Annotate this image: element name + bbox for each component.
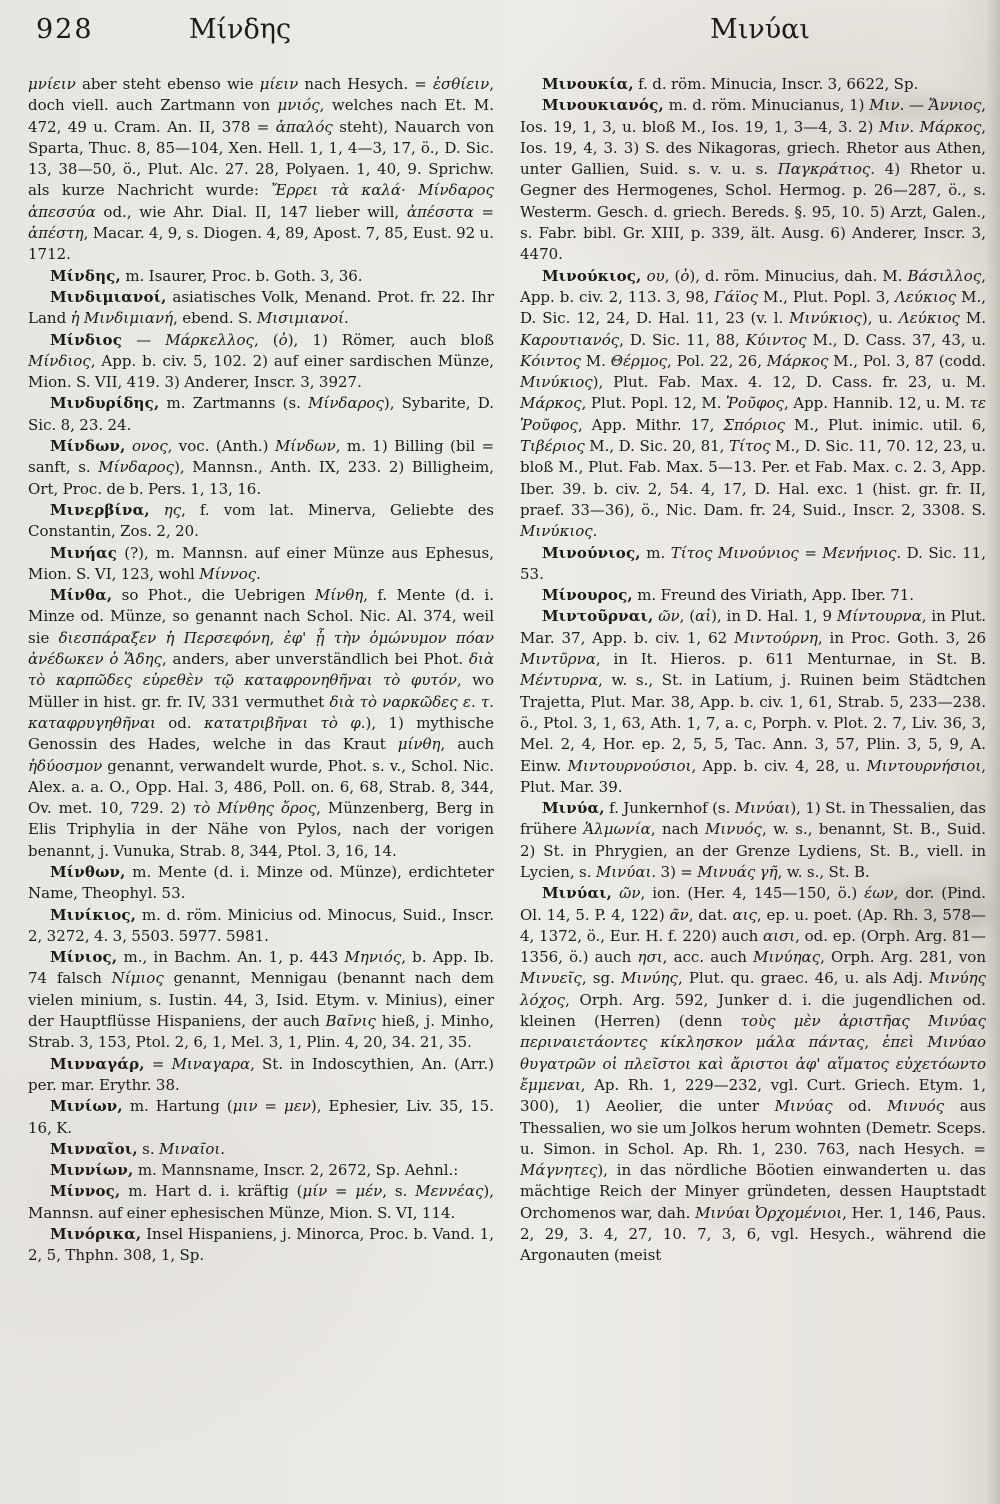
- dictionary-entry: [520, 585, 986, 606]
- entry-lemma: Μινναῖοι,: [50, 1139, 138, 1158]
- running-head-left: Μίνδης: [188, 14, 292, 45]
- entry-text: asiatisches Volk, Menand. Prot. fr. 22. Ihr Land ἡ Μινδιμιανή, ebend. S. Μισιμιανοί.: [28, 287, 494, 328]
- dictionary-entry: [28, 1139, 494, 1160]
- page-number: 928: [36, 14, 94, 45]
- entry-lemma: Μινήας: [50, 543, 118, 562]
- entry-text: f. d. röm. Minucia, Inscr. 3, 6622, Sp.: [638, 75, 919, 93]
- entry-text: (?), m. Mannsn. auf einer Münze aus Ephesus, Mion. S. VI, 123, wohl Μίννος.: [28, 543, 494, 583]
- dictionary-entry: [28, 905, 494, 948]
- entry-lemma: Μινερβίνα,: [50, 500, 150, 519]
- entry-text: m. Freund des Viriath, App. Iber. 71.: [637, 586, 915, 605]
- dictionary-entry: [520, 543, 986, 586]
- page-header: [0, 12, 1000, 64]
- entry-lemma: Μίνουρος,: [542, 586, 633, 605]
- entry-lemma: Μίνδης,: [50, 266, 121, 285]
- entry-lemma: Μινδιμιανοί,: [50, 287, 167, 306]
- entry-text: m. d. röm. Minicius od. Minocus, Suid., Inscr. 2, 3272, 4. 3, 5503. 5977. 5981.: [28, 905, 494, 945]
- entry-lemma: Μίνιος,: [50, 948, 118, 967]
- dictionary-entry: [28, 1181, 494, 1224]
- entry-lemma: Μιννίων,: [50, 1161, 134, 1180]
- entry-lemma: Μινύα,: [542, 799, 605, 818]
- dictionary-entry: [28, 1224, 494, 1267]
- entry-lemma: Μινίων,: [50, 1097, 123, 1116]
- entry-text: m. Mannsname, Inscr. 2, 2672, Sp. Aehnl.:: [137, 1161, 459, 1180]
- entry-text: ης, f. vom lat. Minerva, Geliebte des Constantin, Zos. 2, 20.: [28, 500, 494, 541]
- entry-lemma: Μινουκία,: [542, 75, 634, 93]
- entry-text: m. Hart d. i. kräftig (μίν = μέν, s. Μεννέας), Mannsn. auf einer ephesischen Münze, Mion. S. VI, 114.: [28, 1182, 494, 1222]
- entry-text: m. Mente (d. i. Minze od. Münze), erdichteter Name, Theophyl. 53.: [28, 862, 494, 903]
- right-column: [520, 74, 986, 1502]
- entry-lemma: Μινουκιανός,: [542, 96, 664, 115]
- entry-text: so Phot., die Uebrigen Μίνθη, f. Mente (d. i. Minze od. Münze, so genannt nach Schol. Nic. Al. 374, weil sie διεσπάραξεν ἡ Περσεφόνη, ἐφ' ᾗ τὴν ὁμώνυμον πόαν ἀνέδωκεν ὁ Ἅδης, anders, aber unverständlich bei Phot. διὰ τὸ καρπῶδες εὑρεθὲν τῷ καταφρονηθῆναι τὸ φυτόν, wo Müller in hist. gr. fr. IV, 331 vermuthet διὰ τὸ ναρκῶδες ε. τ. καταφρυγηθῆναι od. κατατριβῆναι τὸ φ.), 1) mythische Genossin des Hades, welche in das Kraut μίνθη, auch ἡδύοσμον genannt, verwandelt wurde, Phot. s. v., Schol. Nic. Alex. a. a. O., Opp. Hal. 3, 486, Poll. on. 6, 68, Strab. 8, 344, Ov. met. 10, 729. 2) τὸ Μίνθης ὄρος, Münzenberg, Berg in Elis Triphylia in der Nähe von Pylos, nach der vorigen benannt, j. Vunuka, Strab. 8, 344, Ptol. 3, 16, 14.: [28, 586, 495, 860]
- entry-text: — Μάρκελλος, (ὁ), 1) Römer, auch bloß Μίνδιος, App. b. civ. 5, 102. 2) auf einer sardischen Münze, Mion. S. VII, 419. 3) Anderer, Inscr. 3, 3927.: [28, 330, 494, 392]
- entry-text: ῶν, (αἱ), in D. Hal. 1, 9 Μίντουρνα, in Plut. Mar. 37, App. b. civ. 1, 62 Μιντούρνη, in Proc. Goth. 3, 26 Μιντῦρνα, in It. Hieros. p. 611 Menturnae, in St. B. Μέντυρνα, w. s., St. in Latium, j. Ruinen beim Städtchen Trajetta, Plut. Mar. 38, App. b. civ. 1, 61, Strab. 5, 233—238. ö., Ptol. 3, 1, 63, Ath. 1, 7, a. c, Porph. v. Plot. 2. 7, Liv. 36, 3, Mel. 2, 4, Hor. ep. 2, 5, 5, Tac. Ann. 3, 57, Plin. 3, 5, 9, A. Einw. Μιντουρνούσιοι, App. b. civ. 4, 28, u. Μιντουρνήσιοι, Plut. Mar. 39.: [520, 607, 986, 796]
- dictionary-entry: [28, 330, 494, 394]
- entry-lemma: Μίνθων,: [50, 862, 126, 881]
- text-columns: [28, 74, 986, 1502]
- dictionary-entry: [520, 95, 986, 265]
- entry-text: f. Junkernhof (s. Μινύαι), 1) St. in Thessalien, das frühere Ἁλμωνία, nach Μινυός, w. s., benannt, St. B., Suid. 2) St. in Phrygien, an der Grenze Lydiens, St. B., viell. in Lycien, s. Μινύαι. 3) = Μινυάς γῆ, w. s., St. B.: [520, 799, 986, 881]
- left-column: [28, 74, 494, 1502]
- entry-text: s. Μιναῖοι.: [142, 1139, 226, 1158]
- entry-lemma: Μινύαι,: [542, 884, 613, 903]
- dictionary-entry: [28, 74, 494, 266]
- dictionary-entry: [28, 947, 494, 1053]
- entry-text: m. Τίτος Μινούνιος = Μενήνιος. D. Sic. 11, 53.: [520, 543, 986, 583]
- entry-lemma: Μιντοῦρναι,: [542, 607, 654, 626]
- entry-lemma: Μινούνιος,: [542, 543, 641, 562]
- dictionary-entry: [28, 1054, 494, 1097]
- dictionary-entry: [28, 287, 494, 330]
- entry-lemma: Μινδυρίδης,: [50, 394, 160, 413]
- dictionary-entry: [520, 606, 986, 798]
- entry-text: ονος, voc. (Anth.) Μίνδων, m. 1) Billing (bil = sanft, s. Μίνδαρος), Mannsn., Anth. IX, 233. 2) Billigheim, Ort, Proc. de b. Pers. 1, 13, 16.: [28, 437, 495, 498]
- entry-lemma: Μινούκιος,: [542, 266, 642, 285]
- entry-text: ου, (ὁ), d. röm. Minucius, dah. M. Βάσιλλος, App. b. civ. 2, 113. 3, 98, Γάϊος M., Plut. Popl. 3, Λεύκιος M., D. Sic. 12, 24, D. Hal. 11, 23 (v. l. Μινύκιος), u. Λεύκιος M. Καρουτιανός, D. Sic. 11, 88, Κύιντος M., D. Cass. 37, 43, u. Κόιντος M. Θέρμος, Pol. 22, 26, Μάρκος M., Pol. 3, 87 (codd. Μινύκιος), Plut. Fab. Max. 4. 12, D. Cass. fr. 23, u. M. Μάρκος, Plut. Popl. 12, M. Ῥοῦφος, App. Hannib. 12, u. M. τε Ῥοῦφος, App. Mithr. 17, Σπόριος M., Plut. inimic. util. 6, Τιβέριος M., D. Sic. 20, 81, Τίτος M., D. Sic. 11, 70. 12, 23, u. bloß M., Plut. Fab. Max. 5—13. Per. et Fab. Max. c. 2. 3, App. Iber. 39. b. civ. 2, 54. 4, 17, D. Hal. exc. 1 (hist. gr. fr. II, praef. 33—36), ö., Nic. Dam. fr. 24, Suid., Inscr. 2, 3308. S. Μινύκιος.: [520, 266, 986, 541]
- dictionary-entry: [28, 266, 494, 287]
- dictionary-entry: [28, 585, 494, 862]
- dictionary-entry: [28, 862, 494, 905]
- dictionary-entry: [28, 1160, 494, 1181]
- entry-lemma: Μινίκιος,: [50, 905, 137, 924]
- entry-lemma: Μινναγάρ,: [50, 1054, 145, 1073]
- dictionary-entry: [28, 1096, 494, 1139]
- dictionary-entry: [520, 74, 986, 95]
- entry-text: = Μιναγαρα, St. in Indoscythien, An. (Arr.) per. mar. Erythr. 38.: [28, 1054, 495, 1094]
- entry-text: Insel Hispaniens, j. Minorca, Proc. b. Vand. 1, 2, 5, Thphn. 308, 1, Sp.: [28, 1225, 494, 1265]
- entry-lemma: Μίνδων,: [50, 437, 126, 456]
- entry-lemma: Μίνθα,: [50, 586, 113, 605]
- running-head-right: Μινύαι: [710, 14, 810, 45]
- entry-text: m. d. röm. Minucianus, 1) Μιν. — Ἄννιος, Ios. 19, 1, 3, u. bloß M., Ios. 19, 1, 3—4, 3. 2) Μιν. Μάρκος, Ios. 19, 4, 3. 3) S. des Nikagoras, griech. Rhetor aus Athen, unter Gallien, Suid. s. v. u. s. Παγκράτιος. 4) Rhetor u. Gegner des Hermogenes, Schol. Hermog. p. 26—287, ö., s. Westerm. Gesch. d. griech. Bereds. §. 95, 10. 5) Arzt, Galen., s. Fabr. bibl. Gr. XIII, p. 339, ält. Ausg. 6) Anderer, Inscr. 3, 4470.: [520, 96, 986, 264]
- dictionary-entry: [520, 883, 986, 1266]
- entry-text: μνίειν aber steht ebenso wie μίειν nach Hesych. = ἐσθίειν, doch viell. auch Zartmann von μνιός, welches nach Et. M. 472, 49 u. Cram. An. II, 378 = ἁπαλός steht), Nauarch von Sparta, Thuc. 8, 85—104, Xen. Hell. 1, 1, 4—3, 17, ö., D. Sic. 13, 38—50, ö., Plut. Alc. 27. 28, Polyaen. 1, 40, 9. Sprichw. als kurze Nachricht wurde: Ἔρρει τὰ καλά· Μίνδαρος ἀπεσσύα od., wie Ahr. Dial. II, 147 lieber will, ἀπέσστα = ἀπέστη, Macar. 4, 9, s. Diogen. 4, 89, Apost. 7, 85, Eust. 92 u. 1712.: [28, 75, 495, 264]
- dictionary-entry: [28, 393, 494, 436]
- entry-lemma: Μίννος,: [50, 1182, 121, 1201]
- dictionary-entry: [28, 543, 494, 586]
- entry-text: m., in Bachm. An. 1, p. 443 Μηνιός, b. App. Ib. 74 falsch Νίμιος genannt, Mennigau (benannt nach dem vielen minium, s. Iustin. 44, 3, Isid. Etym. v. Minius), einer der Hauptflüsse Hispaniens, der auch Βαῖνις hieß, j. Minho, Strab. 3, 153, Ptol. 2, 6, 1, Mel. 3, 1, Plin. 4, 20, 34. 21, 35.: [28, 948, 494, 1052]
- dictionary-entry: [520, 798, 986, 883]
- entry-lemma: Μινόρικα,: [50, 1225, 142, 1244]
- entry-text: m. Hartung (μιν = μεν), Ephesier, Liv. 35, 15. 16, K.: [28, 1097, 494, 1137]
- dictionary-entry: [28, 500, 494, 543]
- entry-text: m. Zartmanns (s. Μίνδαρος), Sybarite, D. Sic. 8, 23. 24.: [28, 394, 494, 434]
- dictionary-entry: [28, 436, 494, 500]
- entry-lemma: Μίνδιος: [50, 330, 123, 349]
- entry-text: m. Isaurer, Proc. b. Goth. 3, 36.: [125, 266, 363, 285]
- entry-text: ῶν, ion. (Her. 4, 145—150, ö.) έων, dor. (Pind. Ol. 14, 5. P. 4, 122) ᾶν, dat. αις, ep. u. poet. (Ap. Rh. 3, 578—4, 1372, ö., Eur. H. f. 220) auch αισι, od. ep. (Orph. Arg. 81—1356, ö.) auch ησι, acc. auch Μινύηας, Orph. Arg. 281, von Μινυεῖς, sg. Μινύης, Plut. qu. graec. 46, u. als Adj. Μινύης λόχος, Orph. Arg. 592, Junker d. i. die jugendlichen od. kleinen (Herren) (denn τοὺς μὲν ἀριστῆας Μινύας περιναιετάοντες κίκλησκον μάλα πάντας, ἐπεὶ Μινύαο θυγατρῶν οἱ πλεῖστοι καὶ ἄριστοι ἀφ' αἵματος εὐχετόωντο ἔμμεναι, Ap. Rh. 1, 229—232, vgl. Curt. Griech. Etym. 1, 300), 1) Aeolier, die unter Μινύας od. Μινυός aus Thessalien, wo sie um Jolkos herum wohnten (Demetr. Sceps. u. Simon. in Schol. Ap. Rh. 1, 230. 763, nach Hesych. = Μάγνητες), in das nördliche Böotien einwanderten u. das mächtige Reich der Minyer gründeten, dessen Hauptstadt Orchomenos war, dah. Μινύαι Ὀρχομένιοι, Her. 1, 146, Paus. 2, 29, 3. 4, 27, 10. 7, 3, 6, vgl. Hesych., während die Argonauten (meist: [520, 884, 986, 1265]
- dictionary-entry: [520, 266, 986, 543]
